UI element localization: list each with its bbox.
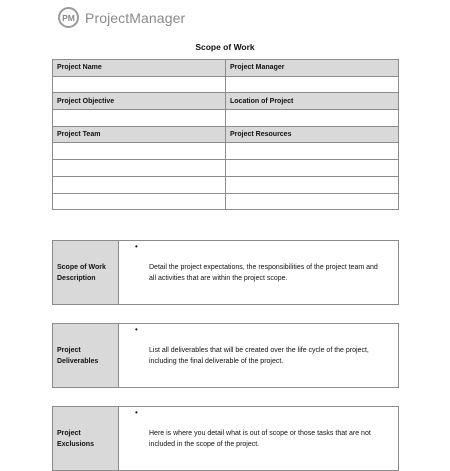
section-label-line: Description bbox=[57, 274, 96, 282]
project-manager-field[interactable] bbox=[226, 76, 399, 93]
table-row bbox=[53, 110, 399, 127]
bullet-icon: • bbox=[135, 242, 138, 251]
project-team-field[interactable] bbox=[53, 176, 226, 193]
table-row bbox=[53, 193, 399, 210]
section-label-line: Deliverables bbox=[57, 357, 99, 365]
project-objective-field[interactable] bbox=[53, 110, 226, 127]
section-label-line: Exclusions bbox=[57, 440, 94, 448]
section-label-line: Project bbox=[57, 346, 81, 354]
table-row bbox=[53, 93, 399, 110]
section-body[interactable] bbox=[119, 407, 398, 470]
project-team-field[interactable] bbox=[53, 193, 226, 210]
project-resources-label: Project Resources bbox=[226, 126, 399, 143]
pm-logo-icon: PM bbox=[58, 7, 79, 28]
section-label-line: Project bbox=[57, 429, 81, 437]
table-row bbox=[53, 60, 399, 77]
section-text: Here is where you detail what is out of scope or those tasks that are not included in the scope of the project. bbox=[149, 429, 371, 448]
section-label bbox=[53, 407, 119, 470]
section-text: List all deliverables that will be created over the life cycle of the project, including the final deliverable of the project. bbox=[149, 346, 369, 365]
project-name-field[interactable] bbox=[53, 76, 226, 93]
logo-wordmark: ProjectManager bbox=[85, 9, 186, 26]
table-row bbox=[53, 176, 399, 193]
project-team-field[interactable] bbox=[53, 160, 226, 177]
project-team-label: Project Team bbox=[53, 126, 226, 143]
table-row bbox=[53, 76, 399, 93]
section-label-line: Scope of Work bbox=[57, 263, 106, 271]
project-resources-field[interactable] bbox=[226, 176, 399, 193]
project-info-table bbox=[52, 59, 399, 210]
section-body[interactable] bbox=[119, 324, 398, 387]
project-resources-field[interactable] bbox=[226, 143, 399, 160]
project-manager-label: Project Manager bbox=[226, 60, 399, 77]
project-resources-field[interactable] bbox=[226, 160, 399, 177]
table-row bbox=[53, 160, 399, 177]
project-exclusions-section bbox=[52, 406, 399, 471]
scope-of-work-description-section bbox=[52, 240, 399, 305]
project-team-field[interactable] bbox=[53, 143, 226, 160]
table-row bbox=[53, 143, 399, 160]
section-text: Detail the project expectations, the responsibilities of the project team and all activities that are within the project scope. bbox=[149, 263, 378, 282]
bullet-icon: • bbox=[135, 325, 138, 334]
table-row bbox=[53, 126, 399, 143]
projectmanager-logo bbox=[58, 7, 185, 28]
section-body[interactable] bbox=[119, 241, 398, 304]
bullet-icon: • bbox=[135, 408, 138, 417]
project-objective-label: Project Objective bbox=[53, 93, 226, 110]
project-resources-field[interactable] bbox=[226, 193, 399, 210]
section-label bbox=[53, 324, 119, 387]
location-of-project-label: Location of Project bbox=[226, 93, 399, 110]
project-name-label: Project Name bbox=[53, 60, 226, 77]
project-deliverables-section bbox=[52, 323, 399, 388]
section-label bbox=[53, 241, 119, 304]
location-of-project-field[interactable] bbox=[226, 110, 399, 127]
document-title: Scope of Work bbox=[195, 42, 255, 52]
